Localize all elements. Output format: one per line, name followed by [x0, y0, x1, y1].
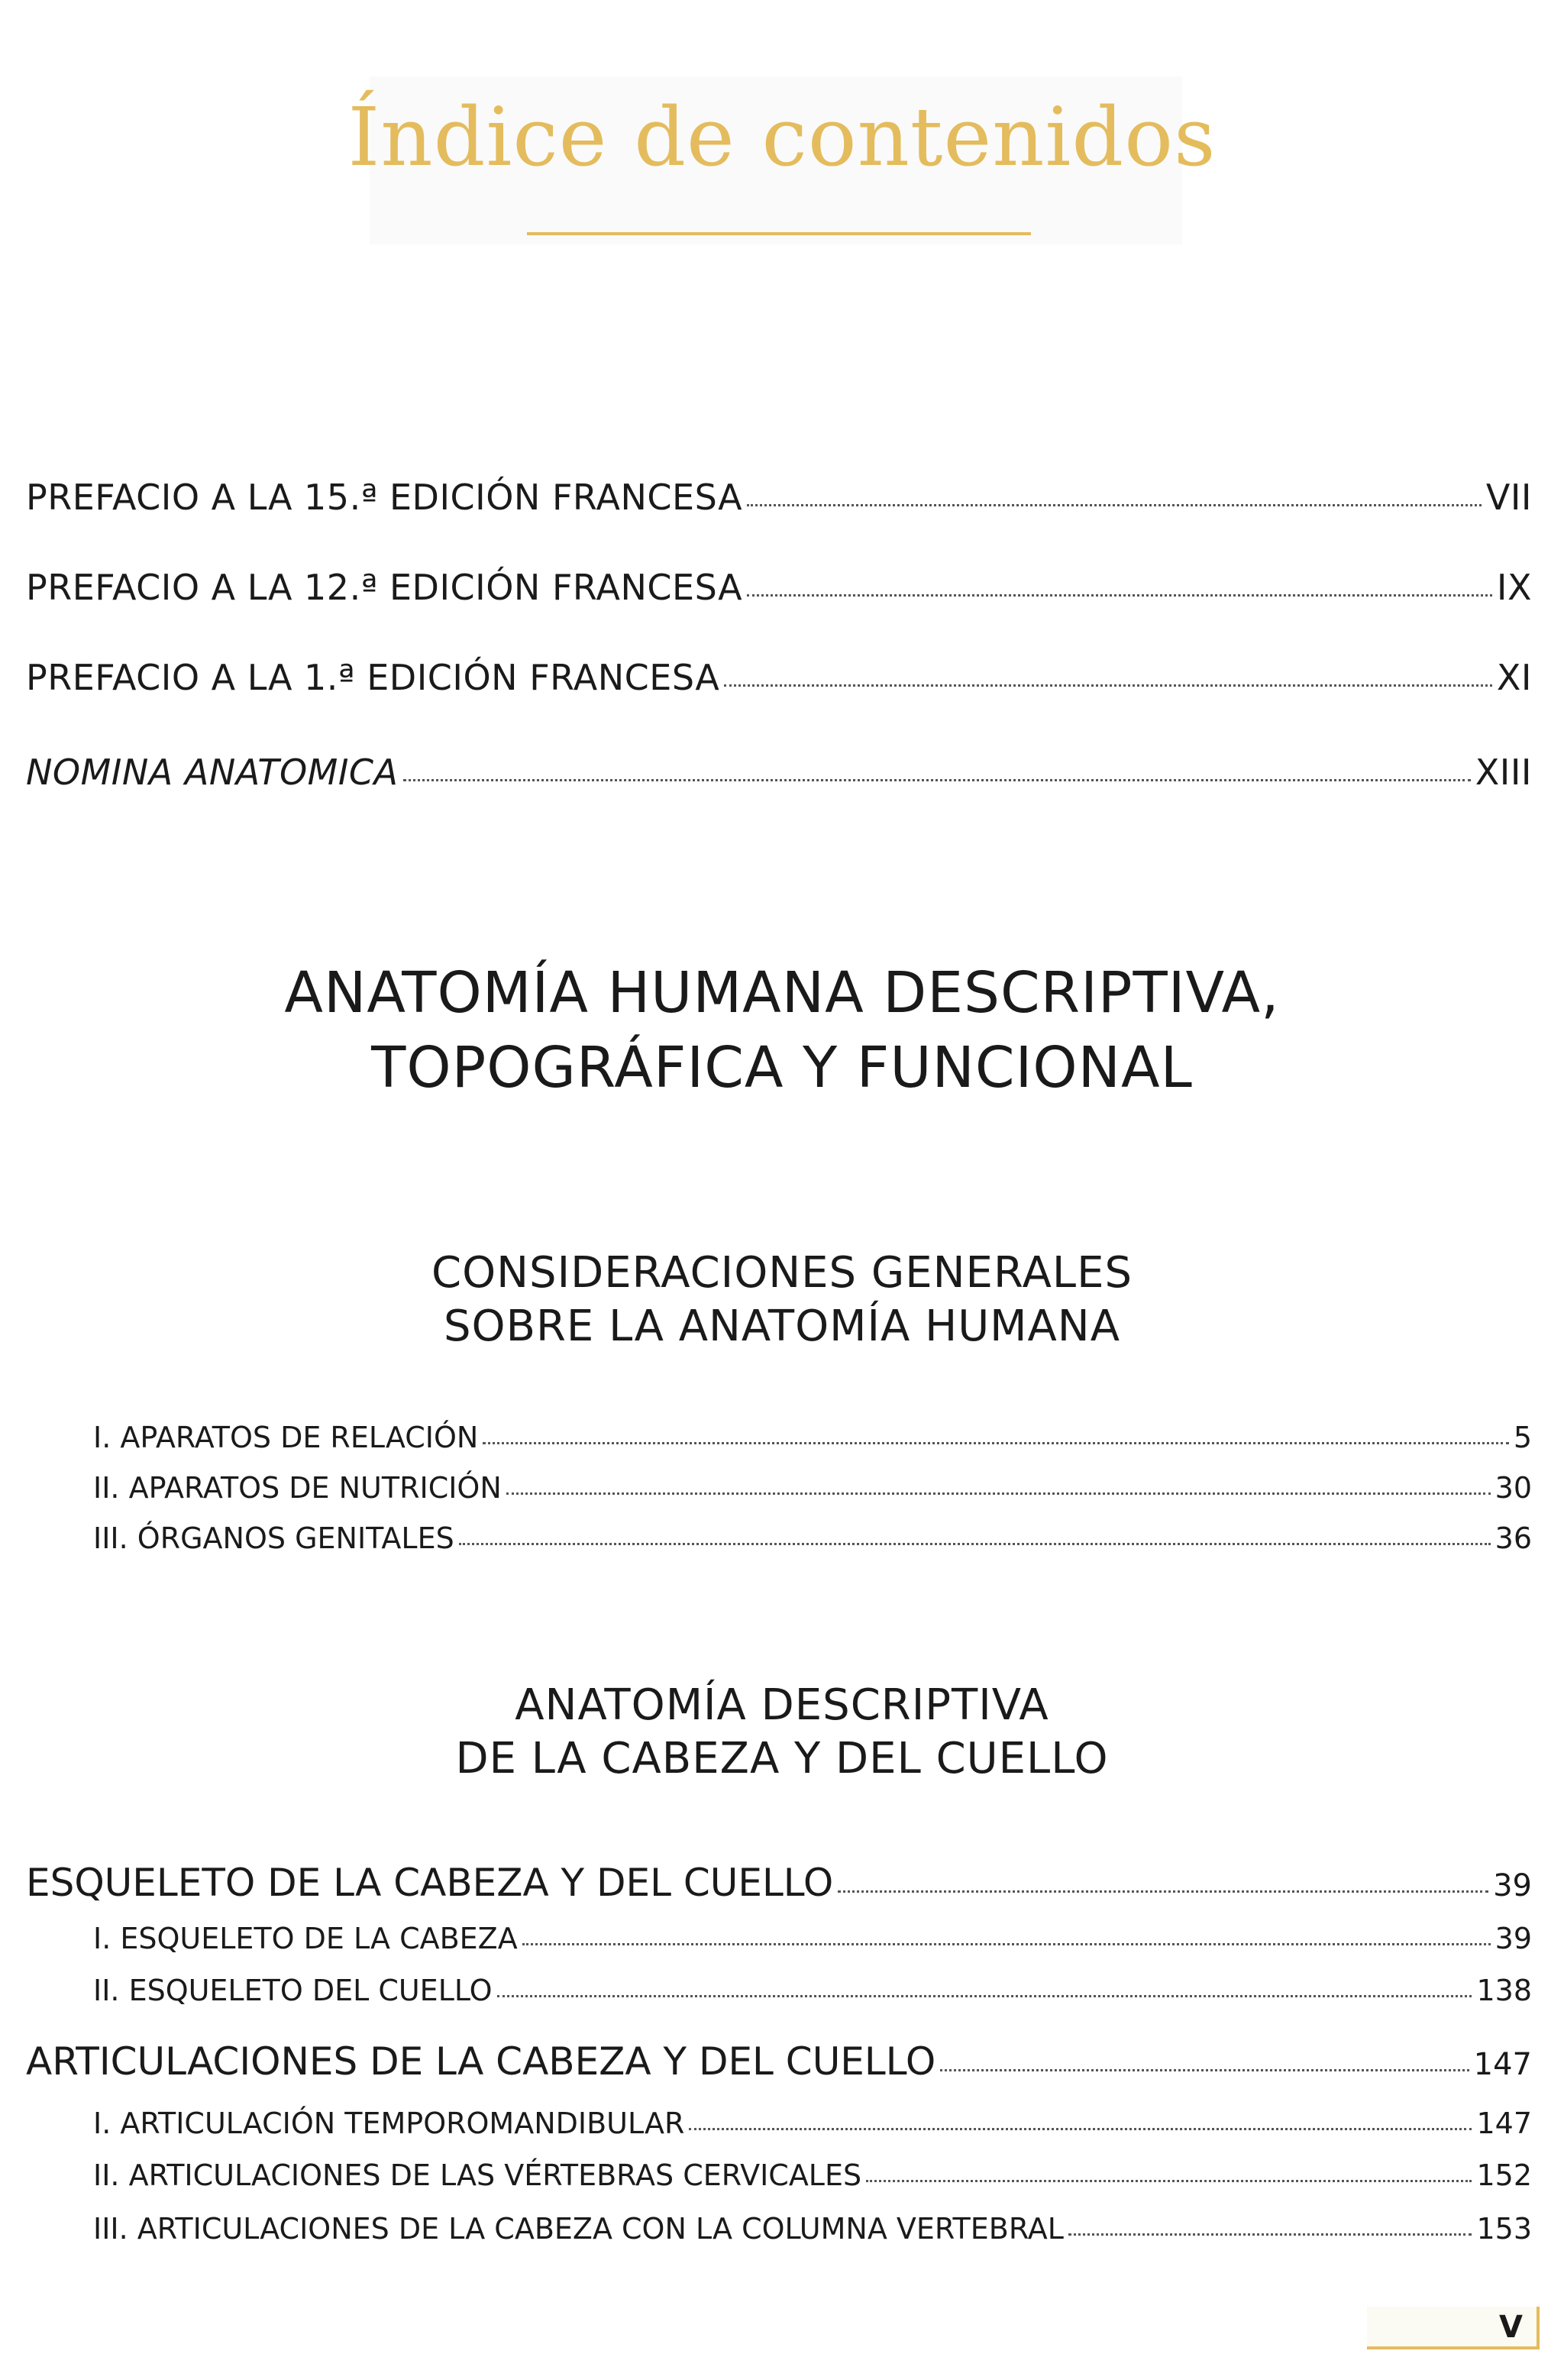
toc-entry-nomina-anatomica[interactable]: [26, 752, 1532, 793]
toc-entry-aparatos-nutricion[interactable]: [93, 1471, 1532, 1505]
section-heading-line1: ANATOMÍA DESCRIPTIVA: [515, 1680, 1049, 1730]
dot-leader: [403, 779, 1471, 781]
dot-leader: [838, 1890, 1488, 1893]
section-heading-line2: SOBRE LA ANATOMÍA HUMANA: [443, 1302, 1121, 1351]
toc-entry-cabeza-columna[interactable]: [93, 2212, 1532, 2246]
toc-entry-page: 39: [1493, 1868, 1532, 1903]
toc-entry-label: ESQUELETO DE LA CABEZA Y DEL CUELLO: [26, 1861, 834, 1905]
toc-entry-preface-1[interactable]: [26, 657, 1532, 698]
toc-entry-label: PREFACIO A LA 1.ª EDICIÓN FRANCESA: [26, 657, 720, 698]
toc-entry-vertebras-cervicales[interactable]: [93, 2158, 1532, 2192]
dot-leader: [747, 594, 1492, 597]
dot-leader: [689, 2128, 1472, 2130]
dot-leader: [747, 504, 1482, 506]
dot-leader: [506, 1492, 1491, 1495]
toc-entry-esqueleto-cabeza[interactable]: [93, 1922, 1532, 1955]
dot-leader: [483, 1442, 1509, 1444]
toc-entry-page: 147: [1473, 2047, 1532, 2082]
toc-entry-page: 5: [1513, 1421, 1532, 1454]
toc-entry-label: I. ESQUELETO DE LA CABEZA: [93, 1922, 518, 1955]
toc-entry-label: II. ESQUELETO DEL CUELLO: [93, 1974, 493, 2007]
section-heading-line1: CONSIDERACIONES GENERALES: [431, 1248, 1133, 1298]
toc-entry-page: XIII: [1475, 752, 1532, 793]
page-number: V: [1499, 2310, 1523, 2345]
title-underline: [527, 232, 1031, 235]
toc-entry-page: 36: [1495, 1521, 1532, 1555]
toc-entry-label: II. ARTICULACIONES DE LAS VÉRTEBRAS CERVICALES: [93, 2158, 862, 2192]
section-heading-line2: DE LA CABEZA Y DEL CUELLO: [455, 1734, 1109, 1783]
toc-entry-page: VII: [1485, 477, 1532, 518]
part-heading-line1: ANATOMÍA HUMANA DESCRIPTIVA,: [284, 960, 1280, 1026]
dot-leader: [866, 2180, 1472, 2182]
dot-leader: [1068, 2233, 1472, 2236]
toc-entry-esqueleto-cuello[interactable]: [93, 1974, 1532, 2007]
toc-entry-page: 147: [1476, 2107, 1532, 2140]
toc-entry-label: NOMINA ANATOMICA: [26, 752, 399, 793]
toc-entry-page: 152: [1476, 2158, 1532, 2192]
toc-entry-page: 30: [1495, 1471, 1532, 1505]
toc-chapter-esqueleto[interactable]: [26, 1861, 1532, 1905]
toc-entry-preface-15[interactable]: [26, 477, 1532, 518]
toc-entry-page: 138: [1476, 1974, 1532, 2007]
toc-entry-label: ARTICULACIONES DE LA CABEZA Y DEL CUELLO: [26, 2039, 936, 2084]
toc-entry-organos-genitales[interactable]: [93, 1521, 1532, 1555]
toc-entry-aparatos-relacion[interactable]: [93, 1421, 1532, 1454]
toc-entry-temporomandibular[interactable]: [93, 2107, 1532, 2140]
toc-entry-label: I. APARATOS DE RELACIÓN: [93, 1421, 479, 1454]
toc-entry-preface-12[interactable]: [26, 567, 1532, 608]
toc-entry-page: 39: [1495, 1922, 1532, 1955]
dot-leader: [497, 1995, 1472, 1997]
page-title: Índice de contenidos: [347, 90, 1217, 184]
toc-entry-page: IX: [1496, 567, 1532, 608]
dot-leader: [522, 1943, 1491, 1945]
toc-entry-label: I. ARTICULACIÓN TEMPOROMANDIBULAR: [93, 2107, 685, 2140]
footer-page-box: [1367, 2307, 1540, 2349]
toc-entry-page: 153: [1476, 2212, 1532, 2246]
toc-entry-label: II. APARATOS DE NUTRICIÓN: [93, 1471, 502, 1505]
dot-leader: [459, 1543, 1491, 1545]
toc-entry-page: XI: [1496, 657, 1532, 698]
dot-leader: [940, 2069, 1469, 2071]
toc-chapter-articulaciones[interactable]: [26, 2039, 1532, 2084]
toc-entry-label: III. ÓRGANOS GENITALES: [93, 1521, 454, 1555]
toc-entry-label: PREFACIO A LA 15.ª EDICIÓN FRANCESA: [26, 477, 743, 518]
part-heading-line2: TOPOGRÁFICA Y FUNCIONAL: [371, 1035, 1193, 1101]
dot-leader: [724, 684, 1492, 687]
toc-entry-label: III. ARTICULACIONES DE LA CABEZA CON LA COLUMNA VERTEBRAL: [93, 2212, 1064, 2246]
toc-entry-label: PREFACIO A LA 12.ª EDICIÓN FRANCESA: [26, 567, 743, 608]
